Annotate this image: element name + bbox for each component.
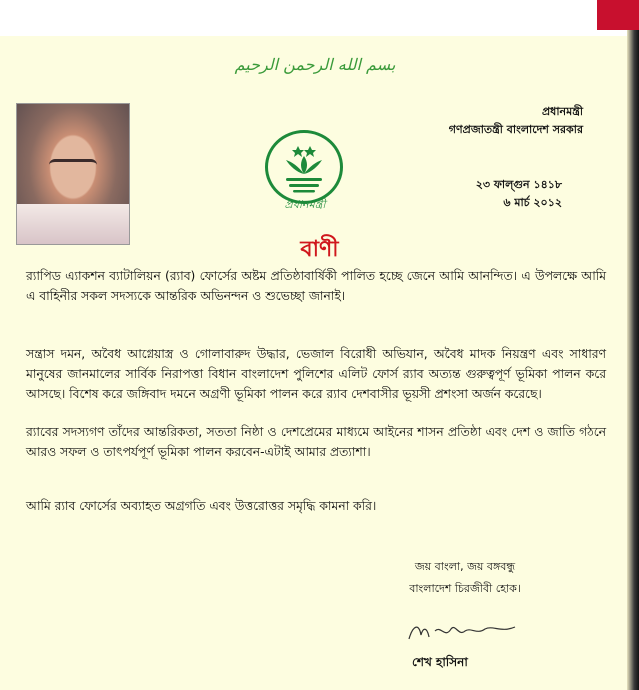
handwritten-signature (405, 617, 525, 647)
gregorian-date: ৬ মার্চ ২০১২ (503, 196, 562, 209)
red-corner-accent (597, 0, 639, 30)
government-emblem-icon (265, 130, 343, 204)
closing-line-1: জয় বাংলা, জয় বঙ্গবন্ধু (414, 560, 516, 573)
emblem-caption: প্রধানমন্ত্রী (284, 198, 326, 211)
signer-name: শেখ হাসিনা (412, 655, 468, 669)
prime-minister-portrait (16, 103, 130, 245)
closing-line-2: বাংলাদেশ চিরজীবী হোক। (409, 582, 521, 595)
bangla-date: ২৩ ফাল্গুন ১৪১৮ (475, 178, 562, 191)
office-title: প্রধানমন্ত্রী (541, 105, 583, 118)
top-margin (0, 0, 639, 36)
bismillah-calligraphy: بسم الله الرحمن الرحيم (234, 55, 396, 74)
paragraph-wishes: আমি র‍্যাব ফোর্সের অব্যাহত অগ্রগতি এবং উত্তরোত্তর সমৃদ্ধি কামনা করি। (26, 499, 377, 513)
portrait-glasses (49, 159, 97, 174)
closing-slogans (360, 556, 570, 600)
page-edge-shadow (627, 30, 639, 690)
date-block (400, 176, 562, 212)
message-heading: বাণী (300, 237, 339, 262)
government-name: গণপ্রজাতন্ত্রী বাংলাদেশ সরকার (448, 123, 583, 136)
paragraph-expectation: র‍্যাবের সদস্যগণ তাঁদের আন্তরিকতা, সততা নিষ্ঠা ও দেশপ্রেমের মাধ্যমে আইনের শাসন প্রতিষ্ঠা এবং দেশ ও জাতি গঠনে আরও সফল ও তাৎপর্যপূর্ণ ভূমিকা পালন করবেন-এটাই আমার প্রত্যাশা। (26, 425, 606, 459)
paragraph-achievements: সন্ত্রাস দমন, অবৈধ আগ্নেয়াস্ত্র ও গোলাবারুদ উদ্ধার, ভেজাল বিরোধী অভিযান, অবৈধ মাদক নিয়ন্ত্রণ এবং সাধারণ মানুষের জানমালের সার্বিক নিরাপত্তা বিধান বাংলাদেশ পুলিশের এলিট ফোর্স র‍্যাব অত্যন্ত গুরুত্বপূর্ণ ভূমিকা পালন করে আসছে। বিশেষ করে জঙ্গিবাদ দমনে অগ্রণী ভূমিকা পালন করে র‍্যাব দেশবাসীর ভূয়সী প্রশংসা অর্জন করেছে। (26, 347, 606, 401)
office-block (449, 103, 583, 139)
paragraph-greeting: র‍্যাপিড এ্যাকশন ব্যাটালিয়ন (র‍্যাব) ফোর্সের অষ্টম প্রতিষ্ঠাবার্ষিকী পালিত হচ্ছে জেনে আমি আনন্দিত। এ উপলক্ষে আমি এ বাহিনীর সকল সদস্যকে আন্তরিক অভিনন্দন ও শুভেচ্ছা জানাই। (26, 269, 606, 303)
